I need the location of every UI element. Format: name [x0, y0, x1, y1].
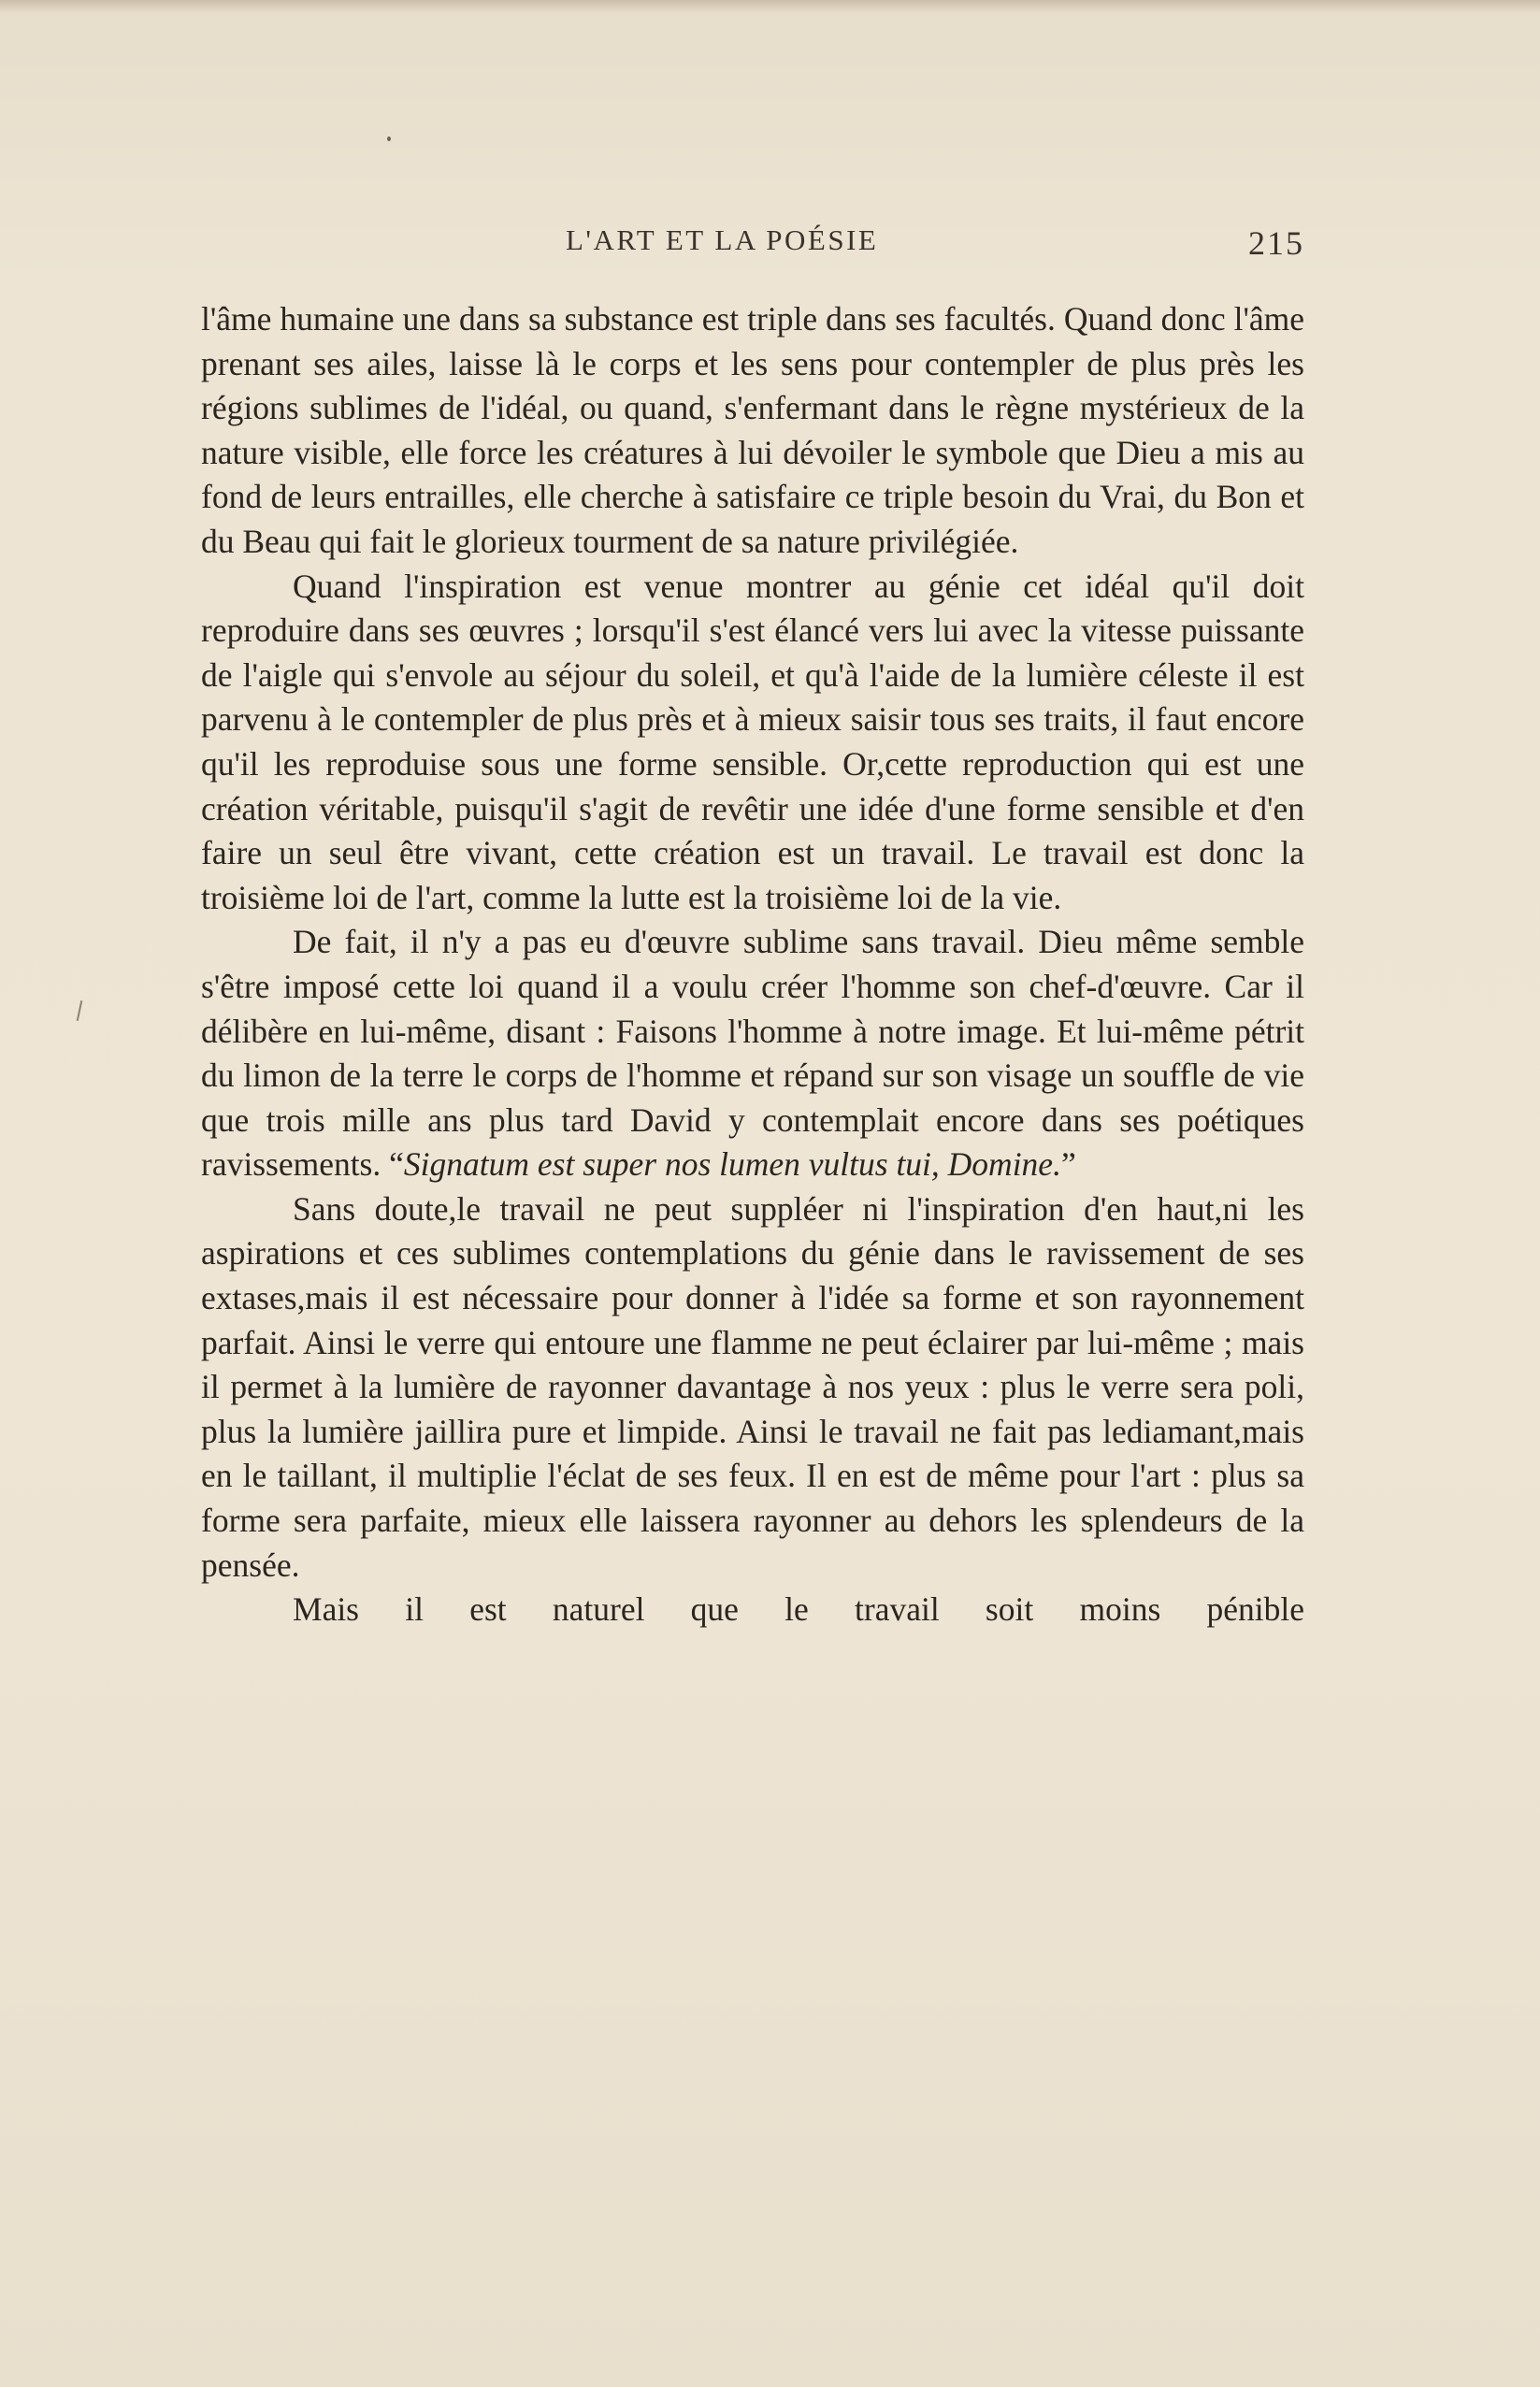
- margin-mark: [77, 1000, 83, 1021]
- paragraph-5: Mais il est naturel que le travail soit moins pénible: [293, 1590, 1304, 1629]
- running-head: [201, 220, 1304, 265]
- page-top-shadow: [0, 0, 1540, 13]
- paragraph-3-text: De fait, il n'y a pas eu d'œuvre sublime sans travail. Dieu même semble s'être imposé cette loi quand il a voulu créer l'homme son chef-d'œuvre. Car il délibère en lui-même, disant : Faisons l'homme à notre image. Et lui-même pétrit du limon de la terre le corps de l'homme et répand sur son visage un souffle de vie que trois mille ans plus tard David y contemplait encore dans ses poétiques ravissements. “: [201, 923, 1304, 1184]
- paragraph-1: l'âme humaine une dans sa substance est triple dans ses facultés. Quand donc l'âme prenant ses ailes, laisse là le corps et les sens pour contempler de plus près les régions sublimes de l'idéal, ou quand, s'enfermant dans le règne mystérieux de la nature visible, elle force les créatures à lui dévoiler le symbole que Dieu a mis au fond de leurs entrailles, elle cherche à satisfaire ce triple besoin du Vrai, du Bon et du Beau qui fait le glorieux tourment de sa nature privilégiée.: [201, 300, 1304, 560]
- paragraph-3-latin-quote: Signatum est super nos lumen vultus tui, Domine.: [403, 1145, 1061, 1184]
- running-head-title: L'ART ET LA POÉSIE: [566, 223, 879, 256]
- paper-speck: [387, 137, 391, 141]
- body-text: [201, 297, 1304, 1632]
- paragraph-2: Quand l'inspiration est venue montrer au génie cet idéal qu'il doit reproduire dans ses œuvres ; lorsqu'il s'est élancé vers lui avec la vitesse puissante de l'aigle qui s'envole au séjour du soleil, et qu'à l'aide de la lumière céleste il est parvenu à le contempler de plus près et à mieux saisir tous ses traits, il faut encore qu'il les reproduise sous une forme sensible. Or,cette reproduction qui est une création véritable, puisqu'il s'agit de revêtir une idée d'une forme sensible et d'en faire un seul être vivant, cette création est un travail. Le travail est donc la troisième loi de l'art, comme la lutte est la troisième loi de la vie.: [201, 567, 1304, 916]
- paragraph-3: [201, 920, 1304, 1187]
- paragraph-3-closing-quote: ”: [1060, 1145, 1076, 1184]
- page-number: 215: [1248, 224, 1304, 262]
- paragraph-4: Sans doute,le travail ne peut suppléer ni l'inspiration d'en haut,ni les aspirations et ces sublimes contemplations du génie dans le ravissement de ses extases,mais il est nécessaire pour donner à l'idée sa forme et son rayonnement parfait. Ainsi le verre qui entoure une flamme ne peut éclairer par lui-même ; mais il permet à la lumière de rayonner davantage à nos yeux : plus le verre sera poli, plus la lumière jaillira pure et limpide. Ainsi le travail ne fait pas lediamant,mais en le taillant, il multiplie l'éclat de ses feux. Il en est de même pour l'art : plus sa forme sera parfaite, mieux elle laissera rayonner au dehors les splendeurs de la pensée.: [201, 1189, 1304, 1584]
